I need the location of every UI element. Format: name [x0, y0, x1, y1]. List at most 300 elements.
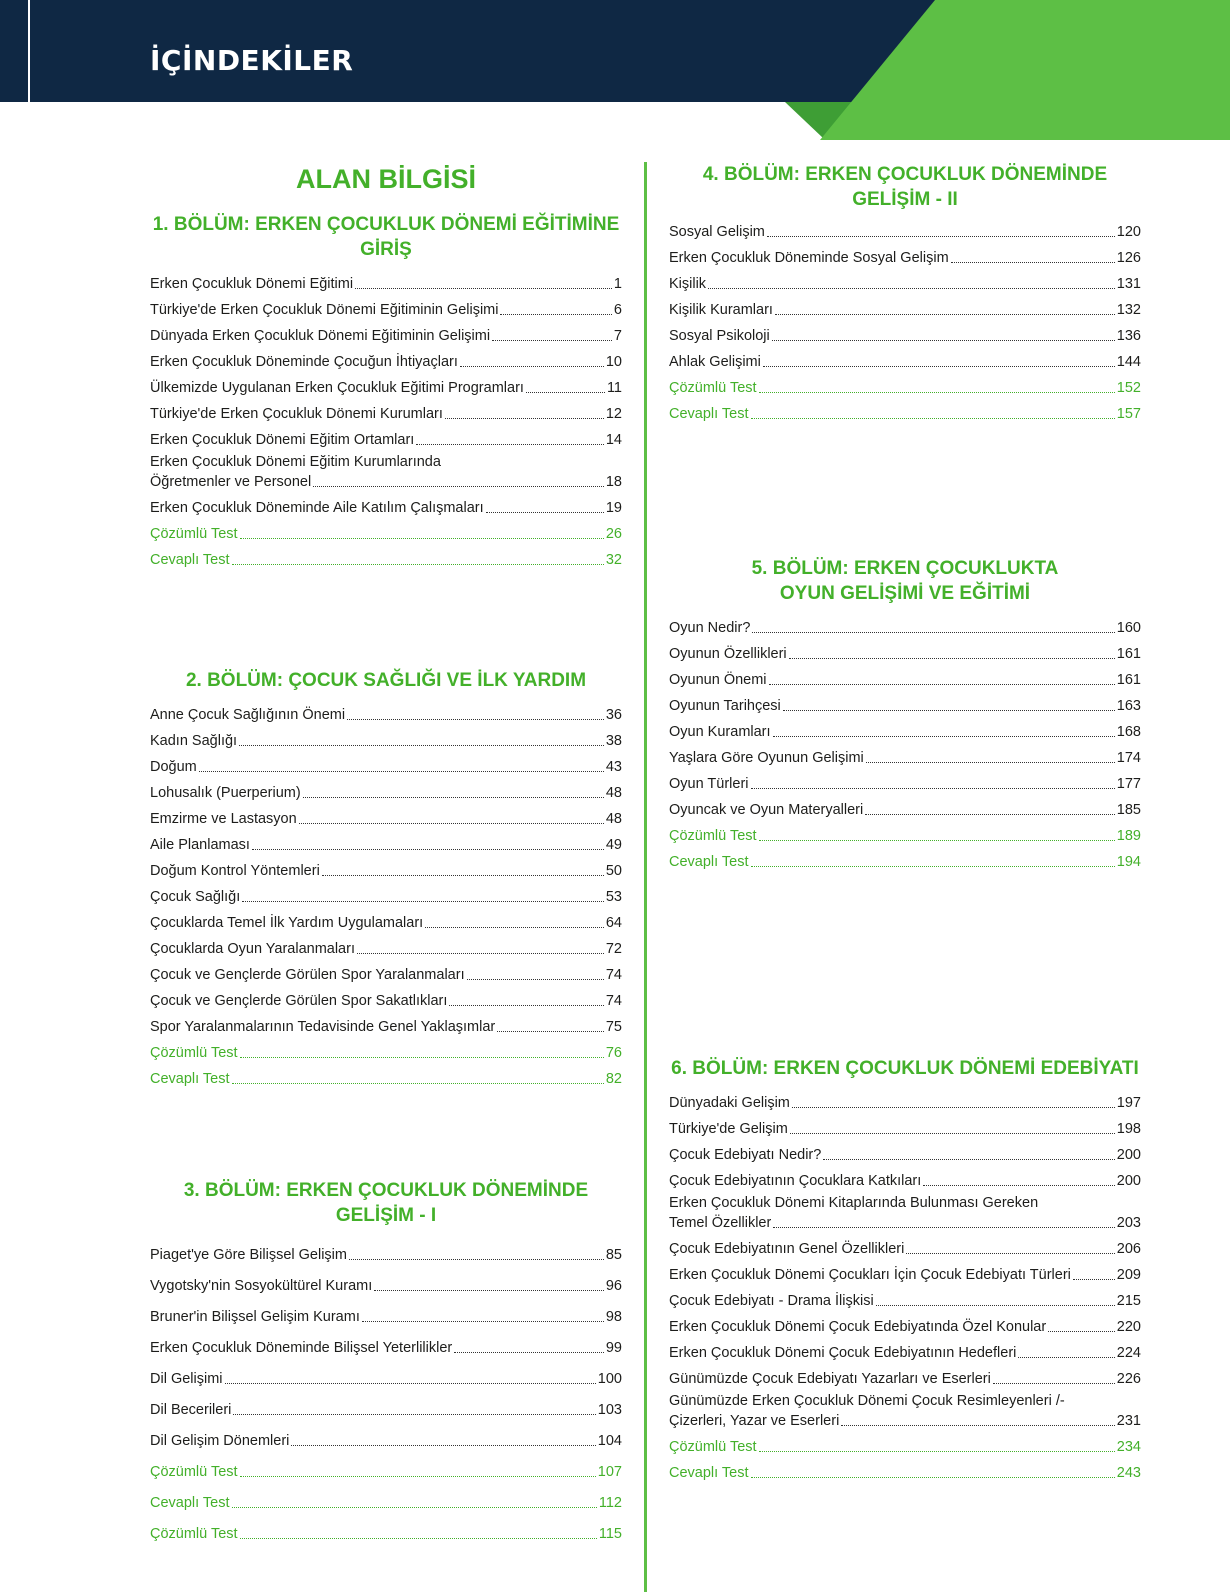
toc-page-number: 161: [1116, 672, 1141, 688]
toc-entry[interactable]: [150, 1451, 622, 1482]
toc-leader-dots: [751, 1477, 1115, 1478]
toc-leader-dots: [232, 564, 604, 565]
toc-leader-dots: [291, 1445, 595, 1446]
toc-leader-dots: [416, 444, 604, 445]
toc-page-number: 177: [1116, 776, 1141, 792]
toc-entry-title: Cevaplı Test: [150, 1495, 230, 1511]
section-2: [150, 668, 622, 1089]
toc-page-number: 163: [1116, 698, 1141, 714]
toc-entry[interactable]: [150, 1063, 622, 1089]
toc-page-number: 43: [605, 759, 622, 775]
toc-leader-dots: [865, 814, 1115, 815]
toc-entry[interactable]: [669, 794, 1141, 820]
toc-entry[interactable]: [150, 1234, 622, 1265]
toc-entry-title: Cevaplı Test: [669, 1465, 749, 1481]
toc-entry[interactable]: [669, 690, 1141, 716]
toc-leader-dots: [759, 1451, 1115, 1452]
toc-leader-dots: [225, 1383, 596, 1384]
toc-entry-text: [669, 1391, 1141, 1431]
toc-entry[interactable]: [150, 777, 622, 803]
toc-leader-dots: [1048, 1331, 1115, 1332]
toc-entry-title: Oyun Nedir?: [669, 620, 751, 636]
toc-entry[interactable]: [150, 346, 622, 372]
toc-entry[interactable]: [150, 985, 622, 1011]
toc-page-number: 194: [1116, 854, 1141, 870]
toc-entry-title: Çözümlü Test: [669, 1439, 757, 1455]
toc-leader-dots: [233, 1414, 595, 1415]
toc-leader-dots: [492, 340, 612, 341]
toc-leader-dots: [773, 1227, 1114, 1228]
toc-page-number: 104: [597, 1433, 622, 1449]
toc-page-number: 53: [605, 889, 622, 905]
toc-leader-dots: [486, 512, 604, 513]
toc-page-number: 32: [605, 552, 622, 568]
toc-entry[interactable]: [150, 1265, 622, 1296]
toc-entry[interactable]: [669, 846, 1141, 872]
toc-entry-title: Çözümlü Test: [150, 526, 238, 542]
toc-entry-title: Sosyal Psikoloji: [669, 328, 770, 344]
toc-page-number: 74: [605, 993, 622, 1009]
toc-leader-dots: [322, 875, 604, 876]
toc-entry-title-continued: Temel Özellikler: [669, 1215, 772, 1231]
toc-entry[interactable]: [150, 492, 622, 518]
section-4-entries: [669, 216, 1141, 424]
toc-leader-dots: [841, 1425, 1115, 1426]
toc-entry[interactable]: [150, 881, 622, 907]
toc-entry-title: Çocuk Edebiyatının Genel Özellikleri: [669, 1241, 905, 1257]
toc-entry-title: Çözümlü Test: [150, 1464, 238, 1480]
toc-leader-dots: [823, 1159, 1114, 1160]
section-5-entries: [669, 612, 1141, 872]
toc-leader-dots: [362, 1321, 604, 1322]
toc-leader-dots: [357, 953, 604, 954]
toc-leader-dots: [751, 418, 1115, 419]
toc-page-number: 161: [1116, 646, 1141, 662]
toc-entry[interactable]: [669, 664, 1141, 690]
toc-leader-dots: [772, 340, 1115, 341]
toc-leader-dots: [252, 849, 604, 850]
toc-entry[interactable]: [669, 742, 1141, 768]
toc-leader-dots: [374, 1290, 604, 1291]
toc-page-number: 200: [1116, 1147, 1141, 1163]
toc-entry-title: Erken Çocukluk Döneminde Bilişsel Yeterlilikler: [150, 1340, 453, 1356]
toc-entry[interactable]: [669, 638, 1141, 664]
toc-entry[interactable]: [150, 544, 622, 570]
toc-leader-dots: [355, 288, 612, 289]
section-2-entries: [150, 699, 622, 1089]
toc-entry[interactable]: [669, 346, 1141, 372]
toc-entry-title-continued: Öğretmenler ve Personel: [150, 474, 312, 490]
toc-entry-title: Dil Gelişim Dönemleri: [150, 1433, 290, 1449]
toc-entry[interactable]: [669, 372, 1141, 398]
toc-entry[interactable]: [150, 933, 622, 959]
toc-entry[interactable]: [669, 768, 1141, 794]
toc-leader-dots: [906, 1253, 1114, 1254]
toc-page-number: 112: [598, 1495, 622, 1511]
toc-entry[interactable]: [150, 1037, 622, 1063]
toc-entry-title-continued: Çizerleri, Yazar ve Eserleri: [669, 1413, 840, 1429]
toc-entry-title: Dünyada Erken Çocukluk Dönemi Eğitiminin Gelişimi: [150, 328, 491, 344]
toc-leader-dots: [303, 797, 604, 798]
toc-leader-dots: [751, 788, 1115, 789]
toc-page-number: 224: [1116, 1345, 1141, 1361]
toc-entry-title: Dünyadaki Gelişim: [669, 1095, 790, 1111]
toc-entry-title: Bruner'in Bilişsel Gelişim Kuramı: [150, 1309, 360, 1325]
toc-page-number: 7: [613, 328, 622, 344]
toc-entry[interactable]: [669, 1363, 1141, 1389]
toc-leader-dots: [449, 1005, 603, 1006]
section-3-heading: 3. BÖLÜM: ERKEN ÇOCUKLUK DÖNEMİNDE GELİŞİM - I: [183, 1180, 589, 1226]
toc-entry-title: Çocuklarda Temel İlk Yardım Uygulamaları: [150, 915, 424, 931]
toc-entry[interactable]: [150, 268, 622, 294]
toc-leader-dots: [763, 366, 1115, 367]
toc-leader-dots: [347, 719, 604, 720]
toc-page-number: 160: [1116, 620, 1141, 636]
section-1: [150, 212, 622, 570]
toc-page-number: 64: [605, 915, 622, 931]
toc-page-number: 48: [605, 811, 622, 827]
toc-entry-title: Cevaplı Test: [150, 1071, 230, 1087]
toc-entry-title: Erken Çocukluk Dönemi Eğitim Ortamları: [150, 432, 415, 448]
toc-leader-dots: [299, 823, 604, 824]
toc-page-number: 96: [605, 1278, 622, 1294]
column-divider: [644, 162, 647, 1592]
toc-page-number: 144: [1116, 354, 1141, 370]
toc-leader-dots: [240, 538, 604, 539]
toc-page-number: 48: [605, 785, 622, 801]
toc-leader-dots: [467, 979, 604, 980]
toc-leader-dots: [232, 1507, 597, 1508]
toc-leader-dots: [349, 1259, 604, 1260]
toc-page-number: 85: [605, 1247, 622, 1263]
toc-entry[interactable]: [150, 424, 622, 450]
toc-entry[interactable]: [669, 1337, 1141, 1363]
toc-entry[interactable]: [150, 398, 622, 424]
toc-page-number: 168: [1116, 724, 1141, 740]
toc-entry-title: Oyunun Önemi: [669, 672, 767, 688]
toc-leader-dots: [425, 927, 604, 928]
toc-entry-text: [669, 1193, 1141, 1233]
toc-entry[interactable]: [669, 1389, 1141, 1431]
toc-entry[interactable]: [150, 907, 622, 933]
toc-page-number: 243: [1116, 1465, 1141, 1481]
toc-page-number: 14: [605, 432, 622, 448]
toc-entry-title: Dil Gelişimi: [150, 1371, 223, 1387]
toc-entry[interactable]: [150, 751, 622, 777]
toc-entry-title: Cevaplı Test: [150, 552, 230, 568]
toc-entry-title: Cevaplı Test: [669, 854, 749, 870]
toc-leader-dots: [240, 1538, 597, 1539]
toc-page-number: 1: [613, 276, 622, 292]
toc-page-number: 10: [605, 354, 622, 370]
toc-entry-title: Erken Çocukluk Dönemi Çocuk Edebiyatında Özel Konular: [669, 1319, 1047, 1335]
toc-page-number: 76: [605, 1045, 622, 1061]
toc-entry[interactable]: [669, 1165, 1141, 1191]
toc-entry-title: Çözümlü Test: [669, 380, 757, 396]
toc-entry-title: Türkiye'de Erken Çocukluk Dönemi Eğitiminin Gelişimi: [150, 302, 499, 318]
toc-entry[interactable]: [669, 320, 1141, 346]
toc-leader-dots: [993, 1383, 1115, 1384]
toc-leader-dots: [789, 658, 1115, 659]
toc-entry-title: Dil Becerileri: [150, 1402, 232, 1418]
toc-entry[interactable]: [150, 725, 622, 751]
toc-entry-text: [150, 452, 622, 492]
toc-entry[interactable]: [669, 1113, 1141, 1139]
toc-page-number: 6: [613, 302, 622, 318]
toc-entry-title: Oyun Kuramları: [669, 724, 771, 740]
toc-leader-dots: [790, 1133, 1115, 1134]
toc-page-number: 74: [605, 967, 622, 983]
toc-entry-title: Erken Çocukluk Dönemi Çocuk Edebiyatının Hedefleri: [669, 1345, 1017, 1361]
toc-entry[interactable]: [150, 1389, 622, 1420]
toc-entry-title: Erken Çocukluk Dönemi Kitaplarında Bulunması Gereken: [669, 1195, 1039, 1211]
toc-entry-title: Kişilik Kuramları: [669, 302, 773, 318]
toc-entry[interactable]: [669, 1139, 1141, 1165]
toc-page-number: 72: [605, 941, 622, 957]
toc-entry[interactable]: [669, 1259, 1141, 1285]
toc-entry[interactable]: [669, 216, 1141, 242]
toc-entry[interactable]: [150, 959, 622, 985]
toc-entry[interactable]: [150, 1358, 622, 1389]
toc-entry-title: Oyun Türleri: [669, 776, 749, 792]
toc-entry[interactable]: [669, 1457, 1141, 1483]
toc-page-number: 75: [605, 1019, 622, 1035]
toc-entry[interactable]: [150, 294, 622, 320]
toc-leader-dots: [759, 392, 1115, 393]
toc-entry[interactable]: [669, 716, 1141, 742]
toc-entry-line-2: [669, 1213, 1141, 1233]
section-5-heading-line-1: 5. BÖLÜM: ERKEN ÇOCUKLUKTA: [751, 558, 1059, 579]
section-4-heading: 4. BÖLÜM: ERKEN ÇOCUKLUK DÖNEMİNDE GELİŞİM - II: [702, 164, 1108, 210]
toc-entry-line-2: [150, 472, 622, 492]
toc-entry-title: Çocuk Edebiyatı - Drama İlişkisi: [669, 1293, 874, 1309]
toc-leader-dots: [783, 710, 1115, 711]
toc-leader-dots: [767, 236, 1115, 237]
toc-leader-dots: [526, 392, 605, 393]
toc-page-number: 49: [605, 837, 622, 853]
toc-entry-title: Türkiye'de Erken Çocukluk Dönemi Kurumları: [150, 406, 443, 422]
toc-page-number: 103: [597, 1402, 622, 1418]
toc-entry-title: Vygotsky'nin Sosyokültürel Kuramı: [150, 1278, 373, 1294]
toc-entry-title: Türkiye'de Gelişim: [669, 1121, 788, 1137]
toc-entry-title: Çocuk Edebiyatının Çocuklara Katkıları: [669, 1173, 922, 1189]
toc-entry-title: Kadın Sağlığı: [150, 733, 238, 749]
toc-entry[interactable]: [669, 242, 1141, 268]
toc-entry-title: Erken Çocukluk Döneminde Çocuğun İhtiyaçları: [150, 354, 458, 370]
section-4: [669, 162, 1141, 424]
toc-leader-dots: [876, 1305, 1115, 1306]
toc-entry-title: Emzirme ve Lastasyon: [150, 811, 297, 827]
toc-page-number: 226: [1116, 1371, 1141, 1387]
page-header-title: İÇİNDEKİLER: [150, 44, 354, 77]
toc-leader-dots: [460, 366, 604, 367]
toc-leader-dots: [773, 736, 1115, 737]
toc-entry[interactable]: [669, 820, 1141, 846]
toc-entry[interactable]: [150, 1420, 622, 1451]
toc-entry-title: Çocuk Sağlığı: [150, 889, 241, 905]
toc-page-number: 126: [1116, 250, 1141, 266]
section-6-entries: [669, 1087, 1141, 1483]
toc-page-number: 107: [597, 1464, 622, 1480]
toc-page-number: 115: [598, 1526, 622, 1542]
toc-page-number: 209: [1116, 1267, 1141, 1283]
toc-page-number: 82: [605, 1071, 622, 1087]
toc-entry-title: Erken Çocukluk Dönemi Eğitim Kurumlarında: [150, 454, 441, 470]
toc-entry-title: Anne Çocuk Sağlığının Önemi: [150, 707, 346, 723]
toc-entry-title: Oyunun Özellikleri: [669, 646, 787, 662]
toc-entry-title: Piaget'ye Göre Bilişsel Gelişim: [150, 1247, 347, 1263]
toc-entry-title: Çocuk ve Gençlerde Görülen Spor Sakatlıkları: [150, 993, 448, 1009]
toc-entry-title: Ülkemizde Uygulanan Erken Çocukluk Eğitimi Programları: [150, 380, 524, 396]
toc-page-number: 131: [1116, 276, 1141, 292]
toc-leader-dots: [445, 418, 604, 419]
toc-leader-dots: [239, 745, 604, 746]
toc-entry[interactable]: [150, 1327, 622, 1358]
toc-page-number: 198: [1116, 1121, 1141, 1137]
toc-entry[interactable]: [150, 320, 622, 346]
toc-entry-title: Spor Yaralanmalarının Tedavisinde Genel Yaklaşımlar: [150, 1019, 496, 1035]
toc-page-number: 26: [605, 526, 622, 542]
toc-entry[interactable]: [150, 803, 622, 829]
toc-entry-title: Ahlak Gelişimi: [669, 354, 761, 370]
toc-entry[interactable]: [669, 1285, 1141, 1311]
toc-entry[interactable]: [150, 518, 622, 544]
toc-page-number: 12: [605, 406, 622, 422]
toc-page-number: 36: [605, 707, 622, 723]
toc-page-number: 11: [606, 380, 622, 396]
toc-entry-title: Cevaplı Test: [669, 406, 749, 422]
toc-entry[interactable]: [150, 829, 622, 855]
section-3: [150, 1178, 622, 1544]
toc-page-number: 174: [1116, 750, 1141, 766]
toc-page-number: 136: [1116, 328, 1141, 344]
toc-leader-dots: [313, 486, 604, 487]
toc-leader-dots: [792, 1107, 1115, 1108]
toc-page-number: 50: [605, 863, 622, 879]
toc-entry-title: Lohusalık (Puerperium): [150, 785, 301, 801]
toc-entry[interactable]: [669, 268, 1141, 294]
toc-page-number: 200: [1116, 1173, 1141, 1189]
toc-leader-dots: [199, 771, 604, 772]
toc-leader-dots: [240, 1057, 604, 1058]
section-2-heading: 2. BÖLÜM: ÇOCUK SAĞLIĞI VE İLK YARDIM: [185, 670, 587, 691]
toc-entry-line-2: [669, 1411, 1141, 1431]
toc-leader-dots: [951, 262, 1115, 263]
toc-leader-dots: [1073, 1279, 1115, 1280]
toc-leader-dots: [751, 866, 1115, 867]
toc-leader-dots: [242, 901, 604, 902]
toc-leader-dots: [500, 314, 611, 315]
toc-entry-title: Sosyal Gelişim: [669, 224, 765, 240]
toc-entry[interactable]: [669, 1087, 1141, 1113]
toc-entry-title: Çocuk Edebiyatı Nedir?: [669, 1147, 822, 1163]
toc-entry-title: Doğum Kontrol Yöntemleri: [150, 863, 320, 879]
toc-entry-title: Erken Çocukluk Döneminde Sosyal Gelişim: [669, 250, 949, 266]
toc-leader-dots: [1018, 1357, 1114, 1358]
toc-page-number: 215: [1116, 1293, 1141, 1309]
toc-entry-title: Yaşlara Göre Oyunun Gelişimi: [669, 750, 864, 766]
toc-leader-dots: [775, 314, 1115, 315]
toc-entry[interactable]: [150, 1513, 622, 1544]
toc-entry[interactable]: [669, 398, 1141, 424]
toc-page-number: 220: [1116, 1319, 1141, 1335]
toc-page-number: 206: [1116, 1241, 1141, 1257]
toc-entry-title: Oyunun Tarihçesi: [669, 698, 781, 714]
toc-leader-dots: [759, 840, 1115, 841]
section-6-heading: 6. BÖLÜM: ERKEN ÇOCUKLUK DÖNEMİ EDEBİYATI: [671, 1058, 1139, 1079]
toc-entry[interactable]: [150, 372, 622, 398]
toc-page-number: 185: [1116, 802, 1141, 818]
toc-entry-title: Erken Çocukluk Döneminde Aile Katılım Çalışmaları: [150, 500, 484, 516]
toc-entry[interactable]: [150, 450, 622, 492]
toc-leader-dots: [866, 762, 1115, 763]
section-1-heading: 1. BÖLÜM: ERKEN ÇOCUKLUK DÖNEMİ EĞİTİMİNE GİRİŞ: [152, 214, 620, 260]
toc-page-number: 98: [605, 1309, 622, 1325]
toc-leader-dots: [232, 1083, 604, 1084]
toc-page-number: 152: [1116, 380, 1141, 396]
toc-leader-dots: [769, 684, 1115, 685]
toc-page-number: 197: [1116, 1095, 1141, 1111]
toc-entry-title: Doğum: [150, 759, 197, 775]
toc-page-number: 18: [605, 474, 622, 490]
toc-entry-title: Çözümlü Test: [150, 1045, 238, 1061]
section-3-entries: [150, 1234, 622, 1544]
toc-page-number: 120: [1116, 224, 1141, 240]
toc-page-number: 132: [1116, 302, 1141, 318]
toc-page-number: 157: [1116, 406, 1141, 422]
toc-entry[interactable]: [150, 1011, 622, 1037]
toc-leader-dots: [923, 1185, 1115, 1186]
toc-page-number: 203: [1116, 1215, 1141, 1231]
toc-entry[interactable]: [669, 1431, 1141, 1457]
toc-leader-dots: [497, 1031, 604, 1032]
toc-entry-title: Kişilik: [669, 276, 707, 292]
toc-entry-title: Çocuklarda Oyun Yaralanmaları: [150, 941, 355, 957]
toc-entry[interactable]: [150, 855, 622, 881]
toc-page-number: 189: [1116, 828, 1141, 844]
toc-leader-dots: [454, 1352, 604, 1353]
section-1-entries: [150, 268, 622, 570]
section-5: [669, 556, 1141, 872]
toc-page-number: 234: [1116, 1439, 1141, 1455]
main-title: ALAN BİLGİSİ: [296, 164, 476, 194]
toc-page-number: 100: [597, 1371, 622, 1387]
toc-entry[interactable]: [150, 1482, 622, 1513]
toc-entry-title: Günümüzde Erken Çocukluk Dönemi Çocuk Resimleyenleri /-: [669, 1393, 1065, 1409]
toc-entry[interactable]: [150, 699, 622, 725]
toc-page-number: 19: [605, 500, 622, 516]
toc-leader-dots: [240, 1476, 596, 1477]
toc-entry[interactable]: [669, 1233, 1141, 1259]
section-5-heading-line-2: OYUN GELİŞİMİ VE EĞİTİMİ: [779, 583, 1031, 604]
toc-entry[interactable]: [669, 1311, 1141, 1337]
toc-entry-title: Çözümlü Test: [150, 1526, 238, 1542]
toc-entry-title: Günümüzde Çocuk Edebiyatı Yazarları ve Eserleri: [669, 1371, 991, 1387]
toc-entry-title: Erken Çocukluk Dönemi Eğitimi: [150, 276, 354, 292]
toc-entry[interactable]: [150, 1296, 622, 1327]
toc-entry[interactable]: [669, 612, 1141, 638]
toc-entry-title: Çözümlü Test: [669, 828, 757, 844]
toc-leader-dots: [752, 632, 1114, 633]
toc-leader-dots: [708, 288, 1115, 289]
toc-entry-title: Çocuk ve Gençlerde Görülen Spor Yaralanmaları: [150, 967, 465, 983]
toc-entry[interactable]: [669, 294, 1141, 320]
toc-entry[interactable]: [669, 1191, 1141, 1233]
section-6: [669, 1056, 1141, 1483]
toc-entry-title: Erken Çocukluk Dönemi Çocukları İçin Çocuk Edebiyatı Türleri: [669, 1267, 1071, 1283]
toc-page-number: 38: [605, 733, 622, 749]
toc-entry-title: Aile Planlaması: [150, 837, 250, 853]
